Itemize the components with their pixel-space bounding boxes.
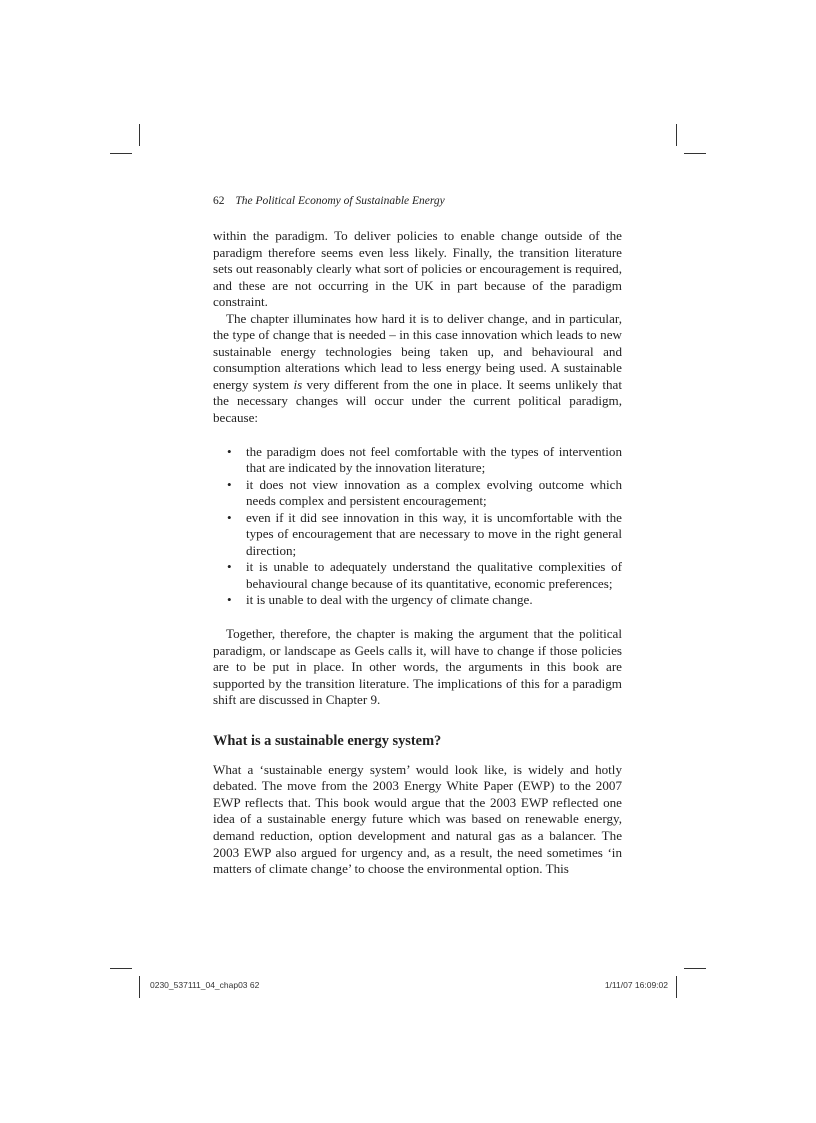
- list-item-text: the paradigm does not feel comfortable with the types of intervention that are indicated by the innovation literature;: [246, 443, 622, 476]
- list-item-text: it is unable to deal with the urgency of climate change.: [246, 592, 533, 608]
- bullet-icon: •: [227, 509, 232, 525]
- paragraph-chapter-illuminates: [213, 311, 622, 427]
- bullet-icon: •: [227, 443, 232, 459]
- paragraph-sustainable-system: What a ‘sustainable energy system’ would look like, is widely and hotly debated. The move from the 2003 Energy White Paper (EWP) to the 2007 EWP reflects that. This book would argue that the 2003 EWP reflected one idea of a sustainable energy future which was based on renewable energy, demand reduction, option development and natural gas as a balancer. The 2003 EWP also argued for urgency and, as a result, the need sometimes ‘in matters of climate change’ to choose the environmental option. This: [213, 761, 622, 877]
- list-item-text: it does not view innovation as a complex evolving outcome which needs complex and persistent encouragement;: [246, 476, 622, 509]
- crop-mark-top-right-vertical: [676, 124, 677, 146]
- paragraph-text-start: The chapter illuminates how hard it is to deliver change, and in particular, the type of change that is needed – in this case innovation which leads to new sustainable energy technologies being taken up, and behavioural and consumption alterations which lead to less energy being used. A sustainable energy system: [213, 310, 622, 392]
- crop-mark-top-left-horizontal: [110, 153, 132, 154]
- crop-mark-bottom-right-vertical: [676, 976, 677, 998]
- crop-mark-bottom-right-horizontal: [684, 968, 706, 969]
- crop-mark-top-right-horizontal: [684, 153, 706, 154]
- list-item: [227, 476, 622, 510]
- section-heading: What is a sustainable energy system?: [213, 732, 442, 749]
- bullet-list: [213, 444, 622, 609]
- paragraph-continued: within the paradigm. To deliver policies to enable change outside of the paradigm therefore seems even less likely. Finally, the transition literature sets out reasonably clearly what sort of policies or encouragement is required, and these are not occurring in the UK in part because of the paradigm constraint.: [213, 228, 622, 310]
- bullet-icon: •: [227, 476, 232, 492]
- crop-mark-bottom-left-horizontal: [110, 968, 132, 969]
- crop-mark-bottom-left-vertical: [139, 976, 140, 998]
- paragraph-text-end: very different from the one in place. It seems unlikely that the necessary changes will occur under the current political paradigm, because:: [213, 376, 623, 426]
- footer-timestamp: 1/11/07 16:09:02: [604, 980, 668, 990]
- body-text: [213, 228, 622, 878]
- list-item-text: it is unable to adequately understand the qualitative complexities of behavioural change because of its quantitative, economic preferences;: [246, 559, 622, 591]
- footer-file-id: 0230_537111_04_chap03 62: [150, 980, 260, 990]
- page-number: 62: [213, 195, 225, 207]
- list-item: [227, 443, 622, 477]
- bullet-icon: •: [227, 559, 232, 575]
- running-head: [213, 195, 445, 207]
- list-item-text: even if it did see innovation in this way, it is uncomfortable with the types of encouragement that are necessary to move in the right general direction;: [246, 509, 622, 558]
- paragraph-together: Together, therefore, the chapter is making the argument that the political paradigm, or landscape as Geels calls it, will have to change if those policies are to be put in place. In other words, the arguments in this book are supported by the transition literature. The implications of this for a paradigm shift are discussed in Chapter 9.: [213, 626, 622, 708]
- list-item: [227, 509, 622, 560]
- emphasis-is: is: [293, 376, 303, 392]
- list-item: [227, 592, 622, 609]
- list-item: [227, 559, 622, 592]
- running-title: The Political Economy of Sustainable Energy: [235, 195, 445, 207]
- bullet-icon: •: [227, 592, 232, 608]
- crop-mark-top-left-vertical: [139, 124, 140, 146]
